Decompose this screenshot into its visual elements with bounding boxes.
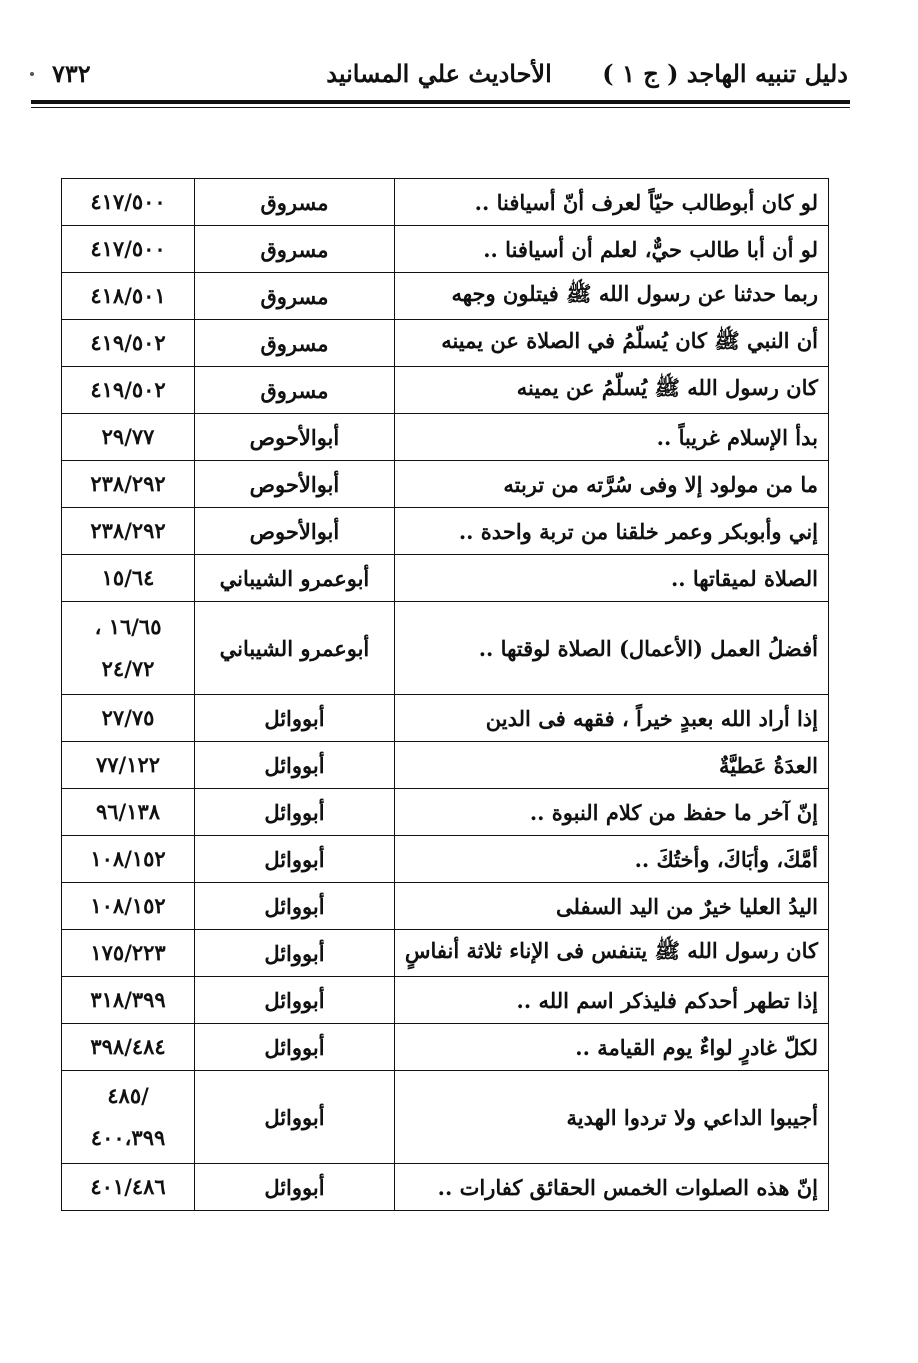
narrator-cell: أبووائل: [195, 1164, 395, 1211]
narrator-cell: مسروق: [195, 179, 395, 226]
reference-cell: ٤١٨/٥٠١: [62, 273, 195, 320]
hadith-text-cell: كان رسول الله ﷺ يتنفس فى الإناء ثلاثة أنفاسٍ: [394, 930, 828, 977]
table-row: [62, 508, 829, 555]
page-number: ٧٣٢: [52, 59, 91, 88]
narrator-cell: أبوالأحوص: [195, 414, 395, 461]
table-row: [62, 367, 829, 414]
table-row: [62, 883, 829, 930]
reference-cell: [62, 602, 195, 695]
table-row: [62, 1071, 829, 1164]
reference-cell: ١٥/٦٤: [62, 555, 195, 602]
narrator-cell: أبوعمرو الشيباني: [195, 602, 395, 695]
table-row: [62, 836, 829, 883]
table-row: [62, 930, 829, 977]
table-row: [62, 695, 829, 742]
narrator-cell: أبووائل: [195, 695, 395, 742]
table-row: [62, 273, 829, 320]
hadith-text-cell: ما من مولود إلا وفى سُرَّته من تربته: [394, 461, 828, 508]
reference-cell: ٢٧/٧٥: [62, 695, 195, 742]
reference-line: ٢٤/٧٢: [101, 656, 155, 681]
hadith-text-cell: إني وأبوبكر وعمر خلقنا من تربة واحدة ..: [394, 508, 828, 555]
table-row: [62, 414, 829, 461]
reference-cell: ٧٧/١٢٢: [62, 742, 195, 789]
reference-cell: ٢٩/٧٧: [62, 414, 195, 461]
header-rule-thin: [31, 107, 850, 108]
reference-cell: ٣١٨/٣٩٩: [62, 977, 195, 1024]
narrator-cell: أبوالأحوص: [195, 508, 395, 555]
hadith-text-cell: أن النبي ﷺ كان يُسلّمُ في الصلاة عن يمينه: [394, 320, 828, 367]
hadith-text-cell: أفضلُ العمل (الأعمال) الصلاة لوقتها ..: [394, 602, 828, 695]
reference-cell: ١٠٨/١٥٢: [62, 883, 195, 930]
hadith-text-cell: إذا تطهر أحدكم فليذكر اسم الله ..: [394, 977, 828, 1024]
reference-cell: ٤١٧/٥٠٠: [62, 226, 195, 273]
hadith-text-cell: لو أن أبا طالب حيٌّ، لعلم أن أسيافنا ..: [394, 226, 828, 273]
narrator-cell: أبوالأحوص: [195, 461, 395, 508]
hadith-text-cell: ربما حدثنا عن رسول الله ﷺ فيتلون وجهه: [394, 273, 828, 320]
header-dot: [30, 72, 34, 76]
hadith-text-cell: إنّ هذه الصلوات الخمس الحقائق كفارات ..: [394, 1164, 828, 1211]
hadith-text-cell: اليدُ العليا خيرٌ من اليد السفلى: [394, 883, 828, 930]
section-title: الأحاديث علي المسانيد: [326, 59, 552, 88]
table-row: [62, 226, 829, 273]
hadith-text-cell: بدأ الإسلام غريباً ..: [394, 414, 828, 461]
table-row: [62, 320, 829, 367]
narrator-cell: مسروق: [195, 226, 395, 273]
hadith-text-cell: الصلاة لميقاتها ..: [394, 555, 828, 602]
reference-line: /٤٨٥: [107, 1083, 149, 1108]
table-row: [62, 602, 829, 695]
narrator-cell: أبووائل: [195, 883, 395, 930]
narrator-cell: أبووائل: [195, 977, 395, 1024]
narrator-cell: مسروق: [195, 320, 395, 367]
reference-cell: ٤١٧/٥٠٠: [62, 179, 195, 226]
reference-cell: ٣٩٨/٤٨٤: [62, 1024, 195, 1071]
page-header: [30, 56, 848, 96]
narrator-cell: مسروق: [195, 367, 395, 414]
hadith-text-cell: لو كان أبوطالب حيّاً لعرف أنّ أسيافنا ..: [394, 179, 828, 226]
narrator-cell: أبووائل: [195, 836, 395, 883]
narrator-cell: مسروق: [195, 273, 395, 320]
reference-cell: ٩٦/١٣٨: [62, 789, 195, 836]
header-rule-thick: [31, 100, 850, 104]
narrator-cell: أبووائل: [195, 1024, 395, 1071]
narrator-cell: أبووائل: [195, 1071, 395, 1164]
narrator-cell: أبووائل: [195, 742, 395, 789]
reference-cell: ١٧٥/٢٢٣: [62, 930, 195, 977]
narrator-cell: أبوعمرو الشيباني: [195, 555, 395, 602]
reference-cell: [62, 1071, 195, 1164]
hadith-text-cell: لكلّ غادرٍ لواءٌ يوم القيامة ..: [394, 1024, 828, 1071]
narrator-cell: أبووائل: [195, 789, 395, 836]
narrator-cell: أبووائل: [195, 930, 395, 977]
table-row: [62, 1024, 829, 1071]
reference-cell: ٢٣٨/٢٩٢: [62, 461, 195, 508]
table-row: [62, 742, 829, 789]
hadith-text-cell: العدَةُ عَطيَّةٌ: [394, 742, 828, 789]
hadith-text-cell: كان رسول الله ﷺ يُسلّمُ عن يمينه: [394, 367, 828, 414]
reference-cell: ٤١٩/٥٠٢: [62, 367, 195, 414]
reference-line: ٤٠٠،٣٩٩: [90, 1125, 166, 1150]
book-title: دليل تنبيه الهاجد ( ج ١ ): [602, 59, 848, 88]
reference-line: ١٦/٦٥ ،: [94, 614, 162, 639]
table-row: [62, 977, 829, 1024]
reference-cell: ٤١٩/٥٠٢: [62, 320, 195, 367]
table-row: [62, 179, 829, 226]
hadith-text-cell: أمَّكَ، وأبَاكَ، وأختُكَ ..: [394, 836, 828, 883]
table-row: [62, 1164, 829, 1211]
reference-cell: ١٠٨/١٥٢: [62, 836, 195, 883]
hadith-text-cell: إنّ آخر ما حفظ من كلام النبوة ..: [394, 789, 828, 836]
reference-cell: ٢٣٨/٢٩٢: [62, 508, 195, 555]
table-row: [62, 789, 829, 836]
hadith-text-cell: أجيبوا الداعي ولا تردوا الهدية: [394, 1071, 828, 1164]
reference-cell: ٤٠١/٤٨٦: [62, 1164, 195, 1211]
table-row: [62, 461, 829, 508]
hadith-text-cell: إذا أراد الله بعبدٍ خيراً ، فقهه فى الدين: [394, 695, 828, 742]
table-row: [62, 555, 829, 602]
hadith-index-table: [61, 178, 829, 1211]
